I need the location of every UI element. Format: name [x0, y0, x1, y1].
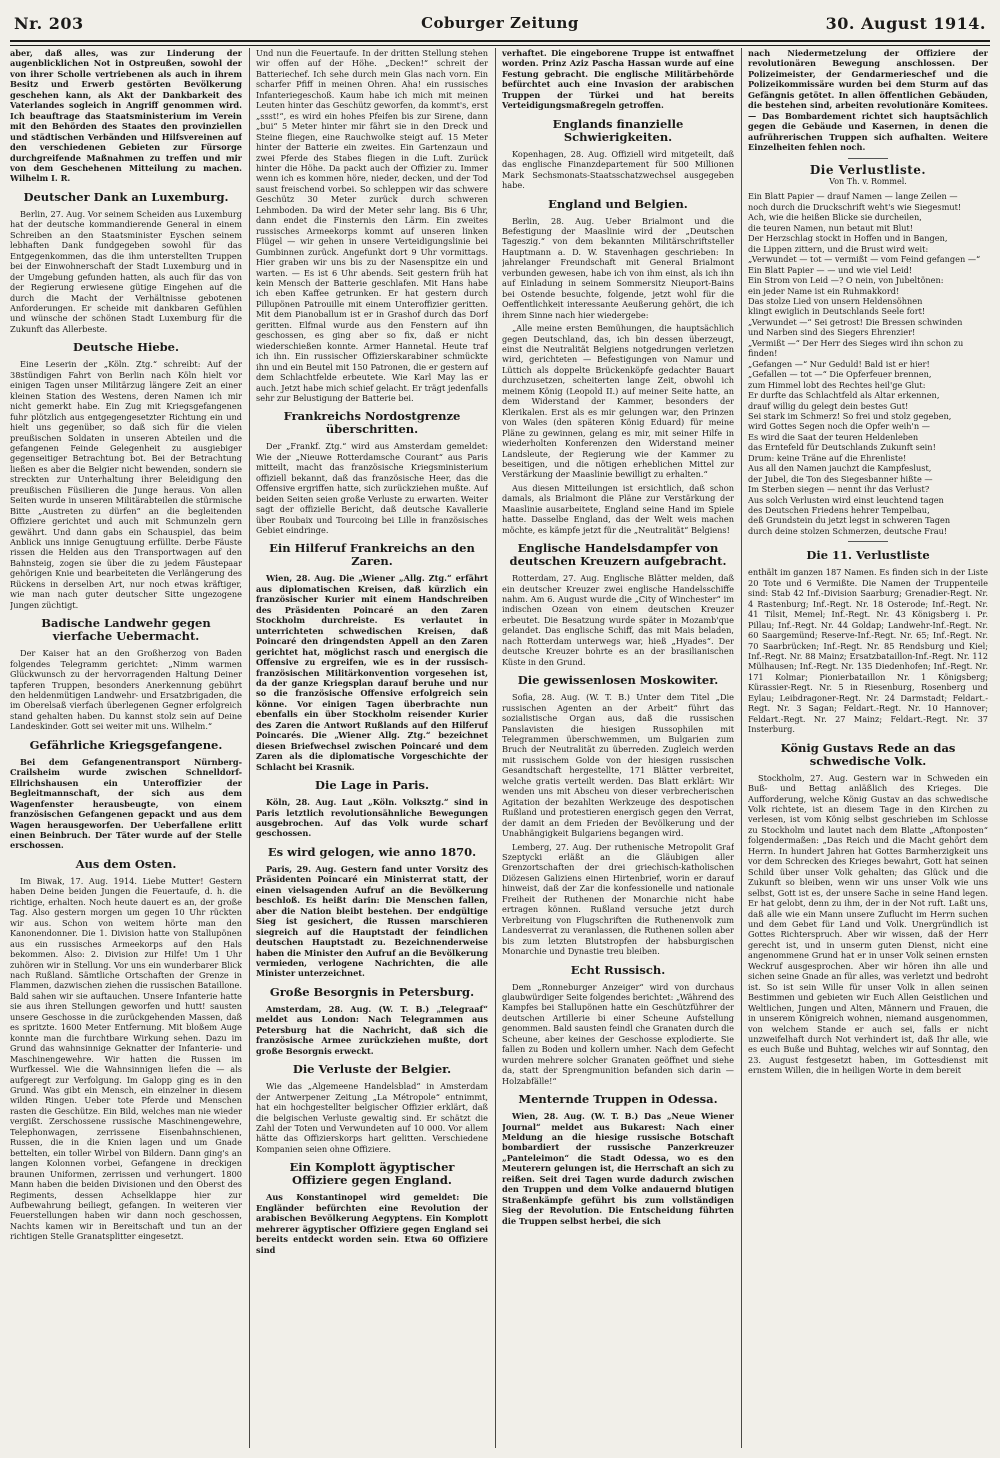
section-divider [848, 541, 888, 542]
article-text: nach Niedermetzelung der Offiziere der revolutionären Bewegung anschlossen. Der Polizeimeister, der Gendarmerieschef und die Polizeikommissäre wurden bei dem Sturm auf das Gefängnis getötet. In allen öffentlichen Gebäuden, die bestehen sind, arbeiten revolutionäre Komitees. — Das Bombardement richtet sich hauptsächlich gegen die Gebäude und Kasernen, in denen die aufrührerischen Truppen sich aufhalten. Weitere Einzelheiten fehlen noch. [748, 48, 988, 153]
poem-line: das Erntefeld für Deutschlands Zukunft sein! [748, 442, 936, 453]
article-text: „Alle meine ersten Bemühungen, die hauptsächlich gegen Deutschland, das, ich bin dessen überzeugt, einst die Neutralität Belgiens notgedrungen verletzen wird, gerichteten — Befestigungen von Namur und Lüttich als doppelte Brückenköpfe gedachter Bauart durchzusetzen, scheiterten lange Zeit, obwohl ich meinem König (Leopold II.) auf meiner Seite hatte, an dem Widerstand der Kammer, besonders der Klerikalen. Erst als es mir gelungen war, den Prinzen von Wales (den späteren König Eduard) für meine Pläne zu gewinnen, gelang es mir, mit seiner Hilfe in wiederholten Konferenzen den Widerstand meiner Landsleute, der Regierung wie der Kammer zu beseitigen, und die nötigen erheblichen Mittel zur Verstärkung der Maaslinie bewilligt zu erhalten.“ [502, 323, 734, 480]
article-text: Kopenhagen, 28. Aug. Offiziell wird mitgeteilt, daß das englische Finanzdepartement für 500 Millionen Mark Sechsmonats-Staatsschatzwechsel ausgegeben habe. [502, 148, 734, 191]
article-text: Paris, 29. Aug. Gestern fand unter Vorsitz des Präsidenten Poincaré ein Ministerrat statt, der einen vielsagenden Aufruf an die Bevölkerung beschloß. Es heißt darin: Die Menschen fallen, aber die Nation bleibt bestehen. Der endgültige Sieg ist gesichert, die Russen marschieren siegreich auf die Hauptstadt der feindlichen deutschen Hauptstadt zu. Bezeichnenderweise haben die Minister den Aufruf an die Bevölkerung vermieden, verlogene Nachrichten, die alle Minister unterzeichnet. [256, 863, 488, 979]
issue-number: Nr. 203 [14, 14, 84, 33]
article-text: Sofia, 28. Aug. (W. T. B.) Unter dem Titel „Die russischen Agenten an der Arbeit“ führt das sozialistische Organ aus, daß die russischen Panslavisten die hiesigen Russophilen mit Telegrammen überschwemmen, um Bulgarien zum Bruch der Neutralität zu überreden. Zugleich werden mit russischem Golde von der hiesigen russischen Gesandtschaft hergestellte, 171 Blätter verbreitet, welche gratis verteilt werden. Das Blatt erklärt: Wir wenden uns mit Abscheu von dieser verbrecherischen Agitation der bezahlten Werkzeuge des despotischen Rußland und protestieren energisch gegen den Verrat, der damit an dem Frieden der Bevölkerung und der Unabhängigkeit Bulgariens begangen wird. [502, 692, 734, 839]
article-text: enthält im ganzen 187 Namen. Es finden sich in der Liste 20 Tote und 6 Vermißte. Die Namen der Truppenteile sind: Stab 42 Inf.-Division Saarburg; Grenadier-Regt. Nr. 4 Rastenburg; Inf.-Regt. Nr. 18 Osterode; Inf.-Regt. Nr. 41 Tilsit, Memel; Inf.-Regt. Nr. 43 Königsberg i. Pr. Pillau; Inf.-Regt. Nr. 44 Goldap; Landwehr-Inf.-Regt. Nr. 60 Saargemünd; Reserve-Inf.-Regt. Nr. 65; Inf.-Regt. Nr. 70 Saarbrücken; Inf.-Regt. Nr. 85 Rendsburg und Kiel; Inf.-Regt. Nr. 88 Mainz; Ersatzbataillon-Inf.-Regt. Nr. 112 Mülhausen; Inf.-Regt. Nr. 135 Diedenhofen; Inf.-Regt. Nr. 171 Kolmar; Pionierbataillon Nr. 1 Königsberg; Kürassier-Regt. Nr. 5 in Riesenburg, Rosenberg und Eylau; Leibdragoner-Regt. Nr. 24 Darmstadt; Feldart.-Regt. Nr. 3 Sagan; Feldart.-Regt. Nr. 10 Hannover; Feldart.-Regt. Nr. 27 Mainz; Feldart.-Regt. Nr. 37 Insterburg. [748, 567, 988, 735]
article-text: Lemberg, 27. Aug. Der ruthenische Metropolit Graf Szeptycki erläßt an die Gläubigen aller Grenzortschaften der drei griechisch-katholischen Diözesen Galiziens einen Hirtenbrief, worin er darauf hinweist, daß der Zar die konfessionelle und nationale Freiheit der Ruthenen der Monarchie nicht habe ertragen können. Rußland versuche jetzt durch Verbreitung von Flugschriften die Ruthenenvolk zum Landesverrat zu veranlassen, die Ruthenen sollen aber bis zum letzten Blutstropfen der habsburgischen Monarchie und Dynastie treu bleiben. [502, 841, 734, 957]
poem-line: Sei stark im Schmerz! So frei und stolz gegeben, [748, 410, 952, 421]
article-text: Aus Konstantinopel wird gemeldet: Die Engländer befürchten eine Revolution der arabischen Bevölkerung Aegyptens. Ein Komplott mehrerer ägyptischer Offiziere gegen England sei bereits entdeckt worden sein. Etwa 60 Offiziere sind [256, 1192, 488, 1255]
poem-line: noch durch die Druckschrift weht's wie Siegesmut! [748, 201, 962, 212]
poem-line: Drum: keine Träne auf die Ehrenliste! [748, 452, 907, 463]
headline: Badische Landwehr gegen vierfache Uebermacht. [41, 616, 211, 644]
article-text: Und nun die Feuertaufe. In der dritten Stellung stehen wir offen auf der Höhe. „Decken!“ schreit der Batteriechef. Ich sehe durch mein Glas nach vorn. Ein scharfer Pfiff in meinen Ohren. Aha! ein russisches Infanteriegeschoß. Kaum habe ich mich mit meinen Leuten hinter das Geschütz geworfen, da kommt's, erst „ssst!“, es wird ein hohes Pfeifen bis zur Sirene, dann „bui“ 5 Meter hinter mir fährt sie in den Dreck und Steine fliegen, eine Rauchwolke steigt auf. 15 Meter hinter der Batterie ein zweites. Ein Gartenzaun und zwei Pferde des Stabes fliegen in die Luft. Zurück hinter die Höhe. Da packt auch der Offizier zu. Immer wenn ich es kommen höre, nieder, decken, und der Tod saust freischend vorbei. So schleppen wir das schwere Geschütz 30 Meter zurück durch schweren Lehmboden. Da wird der Meter sehr lang. Bis 6 Uhr, dann endet die Finsternis den Lärm. Ein zweites russisches Armeekorps kommt auf unseren linken Flügel — wir gehen in unsere Verteidigungslinie bei Gumbinnen zurück. Angefunkt dort 9 Uhr vormittags. Hier graben wir uns bis zu der Nasenspitze ein und warten. — Es ist 6 Uhr abends. Seit gestern früh hat kein Mensch der Batterie geschlafen. Mit Hans habe ich eben Kaffee getrunken. Er hat gestern durch Pillupönen Patrouille mit einem Unteroffizier geritten. Mit dem Pianoballum ist er in Grashof durch das Dorf geritten. Elfmal wurde aus den Fenstern auf ihn geschossen, es ging aber so fix, daß er nicht wiederschießen konnte. Armer Hannetal. Heute traf ich ihn. Ein russischer Offizierskarabiner schmückte ihn und ein Beutel mit 150 Patronen, die er gestern auf dem Schlachtfelde erbeutete. Wie Karl May las er auch. Jetzt habe mich schief gelacht. Er trägt jedenfalls sehr zur Belustigung der Batterie bei. [256, 48, 488, 403]
headline: Große Besorgnis in Petersburg. [269, 984, 475, 999]
masthead-rule [10, 40, 990, 46]
poem-line: zum Himmel lobt des Rechtes heil'ge Glut: [748, 379, 926, 390]
poem-line: klingt ewiglich in Deutschlands Seele fort! [748, 306, 926, 317]
article-text: Dem „Ronneburger Anzeiger“ wird von durchaus glaubwürdiger Seite folgendes berichtet: „Während des Kampfes bei Stallupönen hatte ein Geschützführer der deutschen Artillerie bi einer Scheune Aufstellung genommen. Bald sausten feindl che Granaten durch die Scheune, aber keines der Geschosse explodierte. Sie fallen zu Boden und kollern umher. Nach dem Gefecht wurden mehrere solcher Granaten geöffnet und siehe da, statt der Sprengmunition befanden sich darin — Holzabfälle!“ [502, 981, 734, 1086]
headline: Ein Hilferuf Frankreichs an den Zaren. [269, 541, 475, 569]
poem-line: und Narben sind des Siegers Ehrenzier! [748, 327, 916, 338]
poem-line: Ein Blatt Papier — drauf Namen — lange Zeilen — [748, 191, 958, 202]
poem-line: Im Sterben siegen — nennt ihr das Verlust? [748, 484, 930, 495]
poem-line: des Deutschen Friedens hehrer Tempelbau, [748, 505, 930, 516]
poem-line: „Verwundet —“ Sei getrost! Die Bressen schwinden [748, 316, 963, 327]
poem-line: der Jubel, die Ton des Siegesbanner hißte — [748, 473, 933, 484]
headline: Echt Russisch. [570, 962, 666, 977]
column-divider [249, 48, 250, 1448]
poem-line: durch deine stolzen Schmerzen, deutsche Frau! [748, 525, 948, 536]
column-divider [741, 48, 742, 1448]
article-text: Stockholm, 27. Aug. Gestern war in Schweden ein Buß- und Bettag anläßlich des Krieges. Die Aufforderung, welche König Gustav an das schwedische Volk richtete, ist an diesem Tage in den Kirchen zu verlesen, ist vom König selbst geschrieben im Schlosse zu Stockholm und lautet nach dem Blatte „Aftonposten“ folgendermaßen: „Das Reich und die Macht gehört dem Herrn. In hundert Jahren hat Gottes Barmherzigkeit uns vor dem Schrecken des Krieges bewahrt, Gott hat seinen Schild über unser Volk gehalten; das Glück und die Zukunft so bleiben, wenn wir uns unser Volk wie uns selbst, Gott ist es, der unsere Sache in seine Hand legen. Er hat gelobt, denn zu ihm, der in der Not ruft. Laßt uns, daß alle wie ein Mann unsere Zuflucht im Herrn suchen und dem Gebet für Land und Volk. Unergründlich ist Gottes Richterspruch. Aber wir wissen, daß der Herr gerecht ist, und in unserm guten Dienst, nicht eine angenommene Grund hat er in unser Volk seinen ernsten Weckruf ausgesprochen. Aber wir hören ihn alle und sichen seine Gnade an für alles, was verletzt und bedroht ist. So ist sein Wille für unser Volk in allen seinen Bestimmen und gebieten wir Euch Allen Geistlichen und Weltlichen, Jungen und Alten, Männern und Frauen, die in unserem Königreich wohnen, niemand ausgenommen, von welchem Stande er auch sei, falls er nicht unzweifelhaft durch Not verhindert ist, daß Ihr alle, wie es euch Buße und Buhtag, welches wir auf Sonntag, den 23. August festgesetzt haben, im Gottesdienst mit ernstem Willen, die in heiligen Worte in dem bereit [748, 772, 988, 1076]
poem-line: wird Gottes Segen noch die Opfer weih'n — [748, 421, 930, 432]
poem-line: Es wird die Saat der teuren Heldenleben [748, 431, 919, 442]
article-text: Der „Frankf. Ztg.“ wird aus Amsterdam gemeldet: Wie der „Nieuwe Rotterdamsche Courant“ aus Paris mitteilt, macht das französische Kriegsministerium offiziell bekannt, daß das französische Heer, das die Offensive ergriffen hatte, sich zurückziehen mußte. Auf beiden Seiten seien große Verluste zu erwarten. Weiter sagt der offizielle Bericht, daß deutsche Kavallerie über Roubaix und Tourcoing bei Lille in französisches Gebiet eindringe. [256, 441, 488, 536]
article-text: aber, daß alles, was zur Linderung der augenblicklichen Not in Ostpreußen, sowohl der von ihrer Scholle vertriebenen als auch in ihrem Besitz und Erwerb gestörten Bevölkerung geschehen kann, als Akt der Dankbarkeit des Vaterlandes sogleich in Angriff genommen wird. Ich beauftrage das Staatsministerium im Verein mit den Behörden des Staates den provinziellen und städtischen Verbänden und Hilfsvereinen auf den verschiedenen Gebieten zur Fürsorge durchgreifende Maßnahmen zu treffen und mir von dem Geschehenen Mitteilung zu machen. Wilhelm I. R. [10, 48, 242, 184]
poem-line: „Verwundet — tot — vermißt — vom Feind gefangen —“ [748, 254, 981, 265]
article-text: Bei dem Gefangenentransport Nürnberg-Crailsheim wurde zwischen Schnelldorf-Ellrichshausen ein Unteroffizier der Begleitmannschaft, der sich aus dem Wagenfenster herausbeugte, von einem französischen Gefangenen gepackt und aus dem Wagen herausgeworfen. Der Ueberfallene erlitt einen Beinbruch. Der Täter wurde auf der Stelle erschossen. [10, 756, 242, 851]
headline: König Gustavs Rede an das schwedische Volk. [780, 740, 956, 768]
poem-line: Das stolze Lied von unsern Heldensöhnen [748, 295, 923, 306]
poem-line: Der Herzschlag stockt in Hoffen und in Bangen, [748, 233, 948, 244]
poem-line: drauf willig du gelegt dein bestes Gut! [748, 400, 909, 411]
article-text: Eine Leserin der „Köln. Ztg.“ schreibt: Auf der 38stündigen Fahrt von Berlin nach Köln hielt vor einigen Tagen unser Militärzug längere Zeit an einer kleinen Station des Westens, deren Namen ich mir nicht gemerkt habe. Ein Zug mit Kriegsgefangenen fuhr plötzlich aus entgegengesetzter Richtung ein und hielt uns gegenüber, so daß sich für die vielen preußischen Soldaten in unseren Abteilen und die gefangenen Feinde Gelegenheit zu ausgiebiger gegenseitiger Betrachtung bot. Bei der Betrachtung ließen es aber die Belgier nicht bewenden, sondern sie streckten zur Unterhaltung ihrer Beleidigung den preußischen Füsilieren die Junge heraus. Von allen Seiten wurde in unseren Militärabteilen die stürmische Bitte „Austreten zu dürfen“ an die begleitenden Offiziere gerichtet und auch mit Schmunzeln gern gewährt. Und dann gabs ein Schauspiel, das beim Anblick uns innige Genugtuung erfüllte. Derbe Fäuste rissen die Helden aus den Transportwagen auf den Bahnsteig, zogen sie über die zu jedem Fäustepaar gehörigen Knie und bearbeiteten die Verlängerung des Rückens in derselben Art, nur noch etwas kräftiger, wie man nach guter deutscher Sitte ungezogene Jungen züchtigt. [10, 359, 242, 610]
article-text: Rotterdam, 27. Aug. Englische Blätter melden, daß ein deutscher Kreuzer zwei englische Handelsschiffe nahm. Am 6. August wurde die „City of Winchester“ im indischen Ozean von einem deutschen Kreuzer erbeutet. Die Besatzung wurde später in Mozamb'que gelandet. Das englische Schiff, das mit Mais beladen, nach Rotterdam unterwegs war, hieß „Hyades“. Der deutsche Kreuzer bohrte es an der brasilianischen Küste in den Grund. [502, 573, 734, 667]
headline: Die Verluste der Belgier. [292, 1062, 452, 1077]
headline: Gefährliche Kriegsgefangene. [29, 737, 223, 752]
column-3 [502, 48, 734, 1448]
poem-line: deß Grundstein du jetzt legst in schweren Tagen [748, 515, 951, 526]
headline: Aus dem Osten. [75, 856, 177, 871]
column-4 [748, 48, 988, 1448]
article-text: Berlin, 28. Aug. Ueber Brialmont und die Befestigung der Maaslinie wird der „Deutschen Tageszig.“ von dem bekannten Militärschriftsteller Hauptmann a. D. W. Stavenhagen geschrieben: In jahrelanger Freundschaft mit General Brialmont verbunden gewesen, habe ich von ihm einst, als ich ihn auf Einladung in seinem Sommersitz Nieuport-Bains bei Ostende besuchte, folgende, jetzt wohl für die Oeffentlichkeit interessante Aeußerung gehört, die ich ihrem Sinne nach hier wiedergebe: [502, 215, 734, 320]
poem-title: Die Verlustliste. [809, 162, 927, 177]
article-text: Wien, 28. Aug. (W. T. B.) Das „Neue Wiener Journal“ meldet aus Bukarest: Nach einer Meldung an die hiesige russische Botschaft bombardiert der russische Panzerkreuzer „Panteleimon“ die Stadt Odessa, wo es den Meuterern gelungen ist, die Herrschaft an sich zu reißen. Seit drei Tagen wurde dadurch zwischen den Truppen und dem Volke andauernd blutigen Straßenkämpfe geführt bis zum vollständigen Sieg der Revolution. Die Entscheidung führten die Truppen selbst herbei, die sich [502, 1111, 734, 1226]
section-divider [848, 158, 888, 159]
poem-line: die Lippen zittern, und die Brust wird weit: [748, 243, 929, 254]
poem [748, 191, 988, 536]
poem-line: Ein Strom von Leid —? O nein, von Jubeltönen: [748, 275, 944, 286]
poem-line: ein jeder Name ist ein Ruhmakkord! [748, 285, 900, 296]
article-text: Wie das „Algemeene Handelsblad“ in Amsterdam der Antwerpener Zeitung „La Métropole“ entnimmt, hat ein hochgestellter belgischer Offizier erklärt, daß die belgischen Verluste gewaltig sind. Er schätzt die Zahl der Toten und Verwundeten auf 10 000. Vor allem hätte das Offizierskorps hart gelitten. Verschiedene Kompanien seien ohne Offiziere. [256, 1081, 488, 1154]
poem-line: Er durfte das Schlachtfeld als Altar erkennen, [748, 390, 940, 401]
headline: Die Lage in Paris. [315, 778, 429, 793]
headline: Deutscher Dank an Luxemburg. [23, 189, 229, 204]
headline: Englische Handelsdampfer von deutschen Kreuzern aufgebracht. [509, 541, 727, 569]
article-text: Aus diesen Mitteilungen ist ersichtlich, daß schon damals, als Brialmont die Pläne zur Verstärkung der Maaslinie ausarbeitete, England seine Hand im Spiele hatte. Dasselbe England, das der Welt weis machen möchte, es kämpfe jetzt für die „Neutralität“ Belgiens! [502, 482, 734, 535]
headline: Frankreichs Nordostgrenze überschritten. [283, 409, 461, 437]
article-text: Der Kaiser hat an den Großherzog von Baden folgendes Telegramm gerichtet: „Nimm warmen Glückwunsch zu der hervorragenden Haltung Deiner tapferen Truppen, besonders Anerkennung gebührt den heldenmütigen Landwehr- und Ersatzbrigaden, die im Oberelsaß vierfach überlegenen Gegner erfolgreich stand gehalten haben. Du kannst stolz sein auf Deine Landeskinder. Gott sei weiter mit uns. Wilhelm.“ [10, 648, 242, 732]
poem-line: „Vermißt —“ Der Herr des Sieges wird ihn schon zu finden! [748, 337, 964, 359]
masthead [0, 0, 1000, 46]
article-text: Im Biwak, 17. Aug. 1914. Liebe Mutter! Gestern haben Deine beiden Jungen die Feuertaufe, d. h. die richtige, erhalten. Noch heute dauert es an, der große Tag. Also gestern morgen um gegen 10 Uhr rückten wir aus. Schon von weitem hörte man den Kanonendonner. Die 1. Division hatte von Stallupönen aus ein russisches Armeekorps auf den Hals bekommen. Also: 2. Division zur Hilfe! Um 1 Uhr zuhören wir in Stellung. Vor uns ein wunderbarer Blick nach Rußland. Sämtliche Ortschaften der Grenze in Flammen, dazwischen ziehen die russischen Bataillone. Bald sahen wir sie auftauchen. Unsere Infanterie hatte sie aus ihren Stellungen geworfen und hutt! sausten unsere Geschosse in die zurückgehenden Massen, daß es spritzte. 1600 Meter Entfernung. Mit bloßem Auge konnte man die furchtbare Wirkung sehen. Dazu im Grund das wahnsinnige Geknatter der Infanterie- und Maschinengewehre. Wir hatten die Russen im Wurfkessel. Wie die Wahnsinnigen liefen die — als aufgeregt zur Verfolgung. Im Galopp ging es in den Grund. Was gibt ein Mensch, ein einzelner in diesem wilden Ringen. Ueber tote Pferde und Menschen rasten die Geschütze. Ein Bild, welches man nie wieder vergißt. Zerschossene russische Maschinengewehre, Telephonwagen, zerrissene Eisenbahnschienen, Russen, die in die Knien lagen und um Gnade bettelten, ein toller Wirbel von Bildern. Dann ging's an langen Kolonnen vorbei, Gefangene in dreckigen braunen Uniformen, zerrissen und verhungert. 1800 Mann haben die beiden Divisionen und den Oberst des Regiments, dessen Achselklappe hier zur Aufbewahrung beiliegt, gefangen. In weiteren vier Feuerstellungen haben wir dann noch geschossen, Nachts kamen wir in Bereitschaft und tun an der richtigen Stelle Granatsplitter eingesetzt. [10, 875, 242, 1242]
headline: Deutsche Hiebe. [72, 340, 180, 355]
article-text: verhaftet. Die eingeborene Truppe ist entwaffnet worden. Prinz Aziz Pascha Hassan wurde auf eine Festung gebracht. Die englische Militärbehörde befürchtet auch eine Invasion der arabischen Truppen der Türkei und hat bereits Verteidigungsmaßregeln getroffen. [502, 48, 734, 111]
poem-line: Aus solch Verlusten wird einst leuchtend tagen [748, 494, 944, 505]
column-1 [10, 48, 242, 1448]
issue-date: 30. August 1914. [825, 14, 986, 33]
poem-line: Ein Blatt Papier — — und wie viel Leid! [748, 264, 913, 275]
newspaper-title: Coburger Zeitung [421, 14, 579, 32]
article-text: Köln, 28. Aug. Laut „Köln. Volksztg.“ sind in Paris letztlich revolutionsähnliche Bewegungen ausgebrochen. Auf das Volk wurde scharf geschossen. [256, 797, 488, 839]
article-columns [10, 48, 990, 1448]
article-text: Amsterdam, 28. Aug. (W. T. B.) „Telegraaf“ meldet aus London: Nach Telegrammen aus Petersburg hat die Nachricht, daß sich die französische Armee zurückziehen mußte, dort große Besorgnis erweckt. [256, 1003, 488, 1056]
column-2 [256, 48, 488, 1448]
poem-line: Ach, wie die heißen Blicke sie durcheilen, [748, 212, 922, 223]
column-divider [495, 48, 496, 1448]
poem-line: „Gefallen — tot —“ Die Opferfeuer brennen, [748, 369, 932, 380]
poem-line: Aus all den Namen jauchzt die Kampfeslust, [748, 463, 932, 474]
article-text: Berlin, 27. Aug. Vor seinem Scheiden aus Luxemburg hat der deutsche kommandierende General in einem Schreiben an den Staatsminister Eyschen seinem lebhaften Dank fundgegeben sowohl für das Entgegenkommen, das die ihm unterstellten Truppen bei der Einwohnerschaft der Stadt Luxemburg und in der Umgebung gefunden hatten, als auch für das von der Regierung erwiesene gütige Eingehen auf die durch die Macht der Verhältnisse gebotenen Anforderungen. Er scheide mit dankbaren Gefühlen und wünsche der schönen Stadt Luxemburg für die Zukunft das Allerbeste. [10, 208, 242, 334]
poem-line: „Gefangen —“ Nur Geduld! Bald ist er hier! [748, 358, 930, 369]
headline: Es wird gelogen, wie anno 1870. [267, 844, 477, 859]
poem-author: Von Th. v. Rommel. [829, 176, 907, 186]
headline: Die 11. Verlustliste [806, 548, 930, 563]
headline: Englands finanzielle Schwierigkeiten. [552, 116, 684, 144]
article-text: Wien, 28. Aug. Die „Wiener „Allg. Ztg.“ erfährt aus diplomatischen Kreisen, daß kürzlich ein französischer Kurier mit einem Handschreiben des Präsidenten Poincaré an den Zaren Stockholm durchreiste. Es verlautet in unterrichteten schwedischen Kreisen, daß Poincaré den dringendsten Appell an den Zaren gerichtet hat, möglichst rasch und energisch die Offensive zu ergreifen, wie es in der russisch-französischen Militärkonvention vorgesehen ist, da der ganze Kriegsplan darauf beruhe und nur so die französische Offensive erfolgreich sein könne. Vor einigen Tagen überbrachte nun ebenfalls ein über Stockholm reisender Kurier des Zaren die Antwort Rußlands auf den Hilferuf Poincarés. Die „Wiener Allg. Ztg.“ bezeichnet diesen Briefwechsel zwischen Poincaré und dem Zaren als die diplomatische Vorgeschichte der Schlacht bei Krasnik. [256, 573, 488, 772]
headline: Ein Komplott ägyptischer Offiziere gegen England. [289, 1160, 455, 1188]
headline: England und Belgien. [548, 196, 688, 211]
poem-line: die teuren Namen, nun betaut mit Blut! [748, 222, 914, 233]
headline: Menternde Truppen in Odessa. [518, 1092, 718, 1107]
headline: Die gewissenlosen Moskowiter. [517, 673, 719, 688]
